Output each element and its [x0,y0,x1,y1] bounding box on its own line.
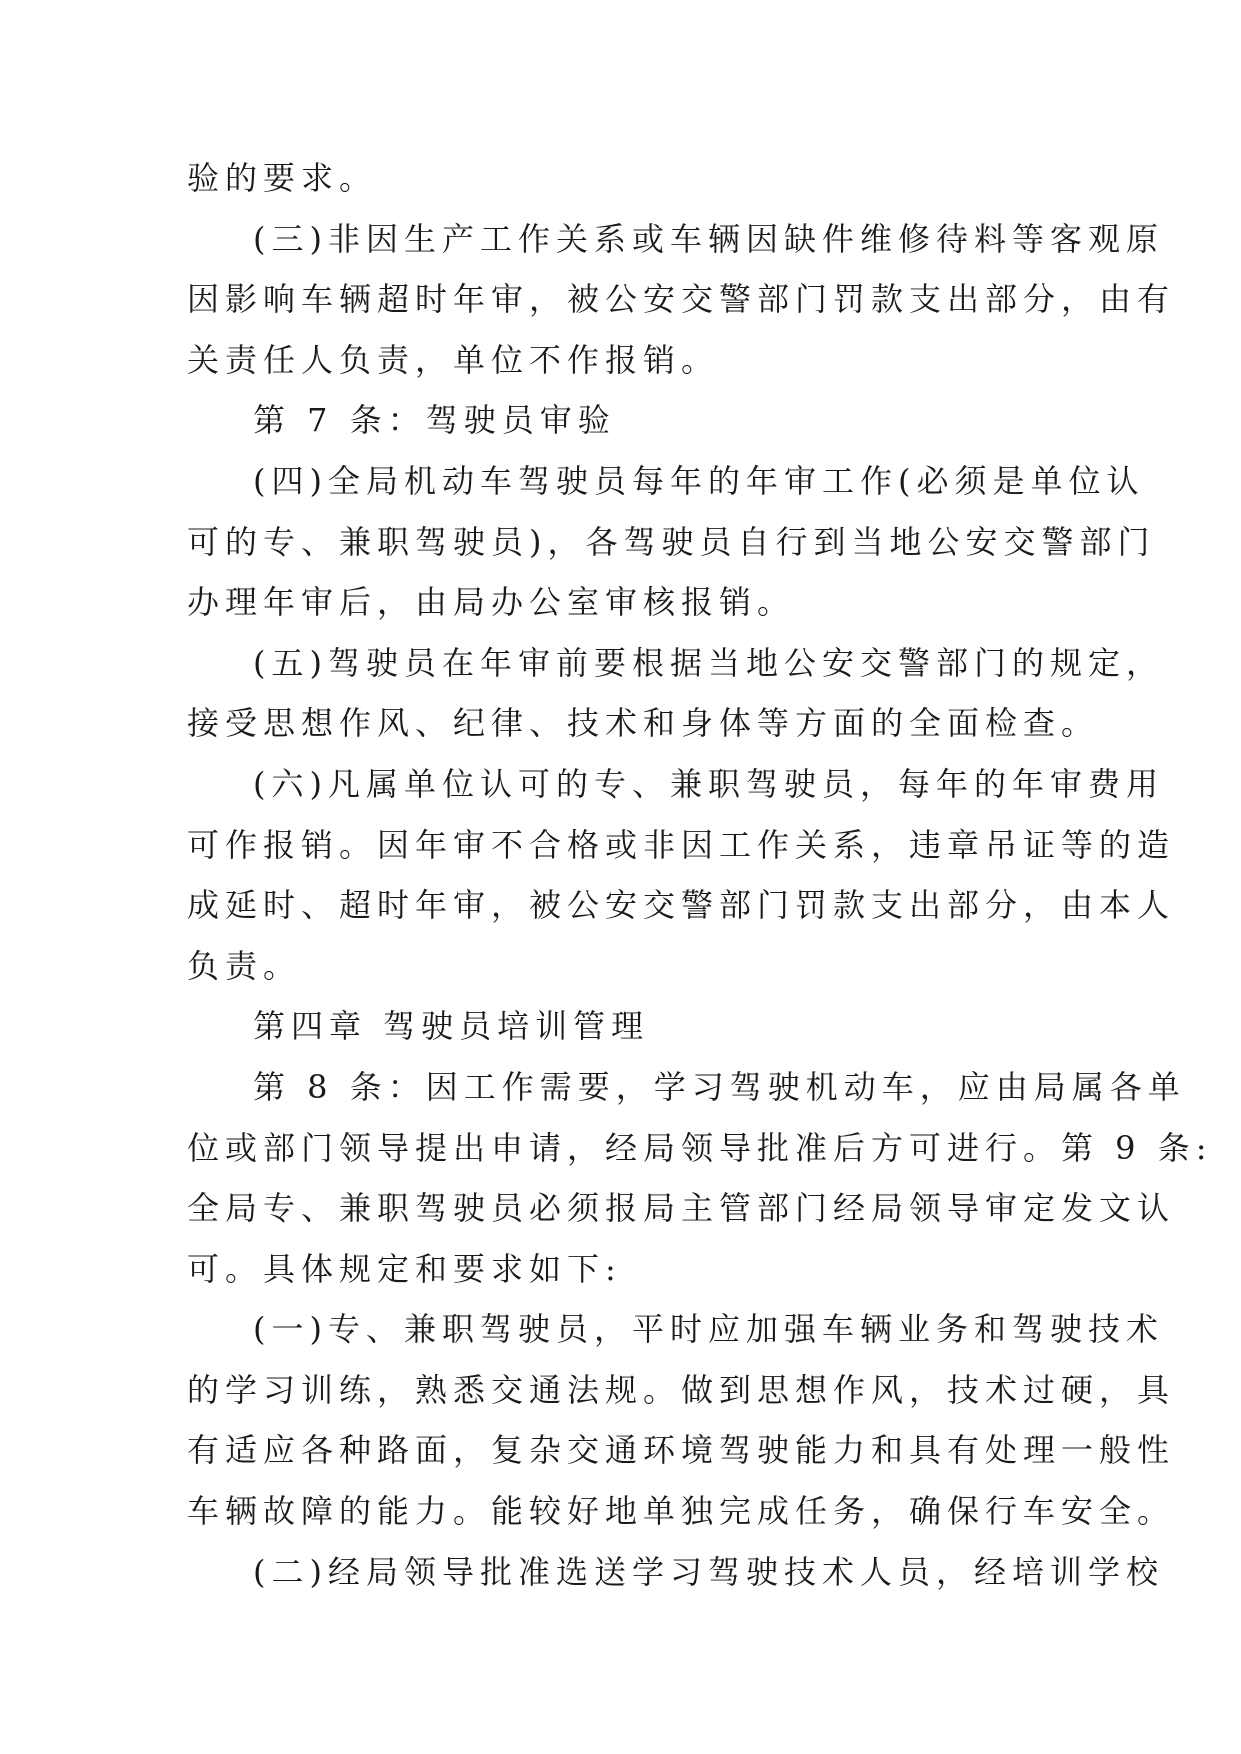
text-line: 验的要求。 [187,159,378,197]
text-line: (一)专、兼职驾驶员，平时应加强车辆业务和驾驶技术 [253,1310,1164,1349]
text-line: 有适应各种路面，复杂交通环境驾驶能力和具有处理一般性 [187,1431,1176,1470]
text-line: 关责任人负责，单位不作报销。 [187,340,720,379]
text-line: (四)全局机动车驾驶员每年的年审工作(必须是单位认 [253,461,1145,500]
text-line: 位或部门领导提出申请，经局领导批准后方可进行。第 9 条: [187,1128,1213,1167]
text-line: 办理年审后，由局办公室审核报销。 [187,583,796,622]
text-line: 可的专、兼职驾驶员)，各驾驶员自行到当地公安交警部门 [187,522,1156,561]
text-line: 第 8 条：因工作需要，学习驾驶机动车，应由局属各单 [253,1067,1186,1106]
text-line: 车辆故障的能力。能较好地单独完成任务，确保行车安全。 [187,1492,1176,1531]
text-line: 可作报销。因年审不合格或非因工作关系，违章吊证等的造 [187,825,1176,864]
text-line: (六)凡属单位认可的专、兼职驾驶员，每年的年审费用 [253,764,1164,803]
text-line: 因影响车辆超时年审，被公安交警部门罚款支出部分，由有 [187,280,1176,319]
text-line: (三)非因生产工作关系或车辆因缺件维修待料等客观原 [253,219,1164,258]
text-line: (二)经局领导批准选送学习驾驶技术人员，经培训学校 [253,1552,1164,1591]
text-line: 全局专、兼职驾驶员必须报局主管部门经局领导审定发文认 [187,1189,1176,1228]
text-line: 第 7 条：驾驶员审验 [253,401,616,440]
text-line: 第四章 驾驶员培训管理 [253,1007,650,1046]
text-line: 可。具体规定和要求如下: [187,1249,622,1288]
document-body [187,148,1213,1602]
text-line: 负责。 [187,946,302,985]
text-line: 成延时、超时年审，被公安交警部门罚款支出部分，由本人 [187,886,1176,925]
text-line: (五)驾驶员在年审前要根据当地公安交警部门的规定， [253,643,1164,682]
text-line: 的学习训练，熟悉交通法规。做到思想作风，技术过硬，具 [187,1370,1176,1409]
text-line: 接受思想作风、纪律、技术和身体等方面的全面检查。 [187,704,1100,743]
